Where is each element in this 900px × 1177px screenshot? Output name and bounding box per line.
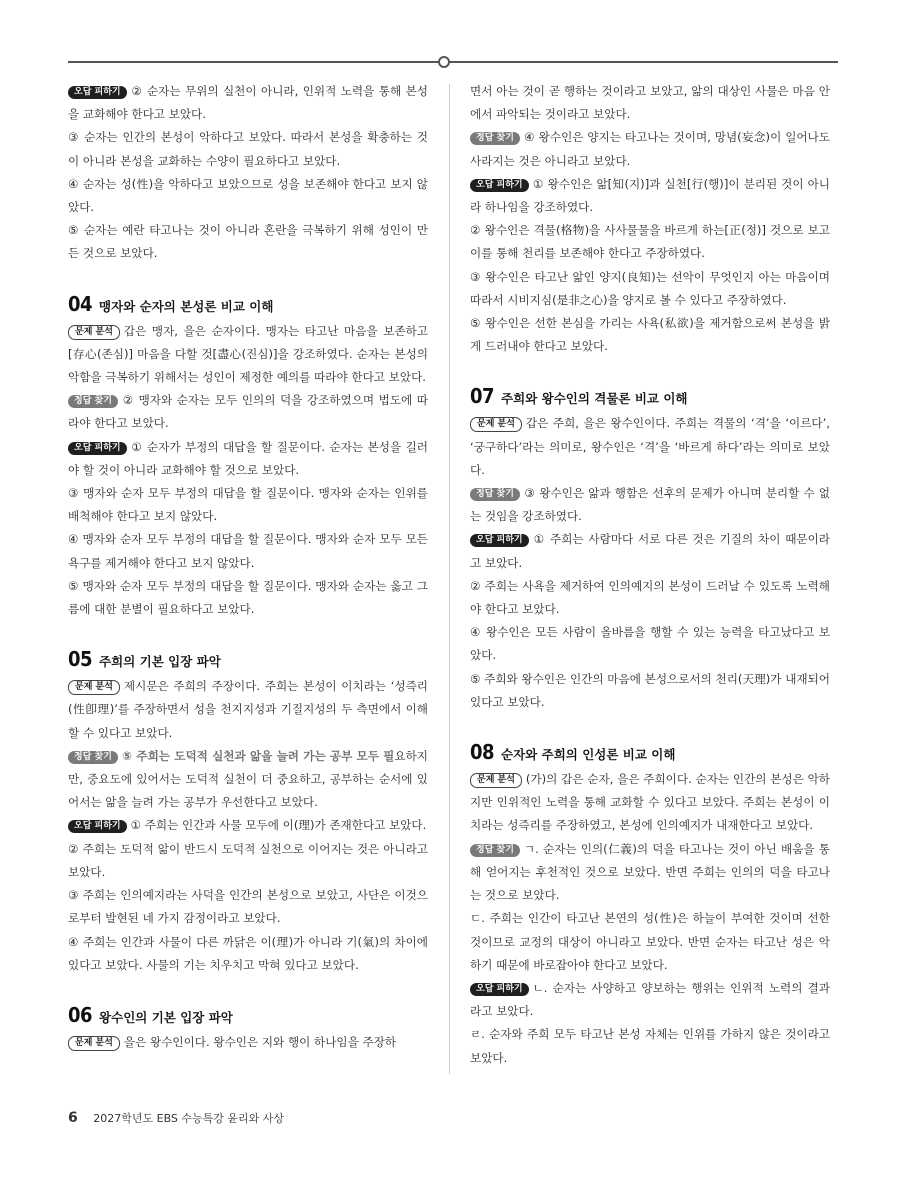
intro-wrong-3: ③ 순자는 인간의 본성이 악하다고 보았다. 따라서 본성을 확충하는 것이 아니라 본성을 교화하는 수양이 필요하다고 보았다. bbox=[68, 130, 428, 168]
s07-problem: 문제 분석 갑은 주희, 을은 왕수인이다. 주희는 격물의 ‘격’을 ‘이르다’, ‘궁구하다’라는 의미로, 왕수인은 ‘격’을 ‘바르게 하다’라는 의미로 보았다. bbox=[470, 416, 830, 477]
s04-problem: 문제 분석 갑은 맹자, 을은 순자이다. 맹자는 타고난 마음을 보존하고[存心(존심)] 마음을 다할 것[盡心(진심)]을 강조하였다. 순자는 본성의 악함을 극복하기 위해서는 성인이 제정한 예의를 따라야 한다고 보았다. bbox=[68, 323, 428, 385]
header-rule bbox=[68, 61, 838, 63]
wrong-tag: 오답 피하기 bbox=[68, 820, 127, 833]
s04-wrong-5: ⑤ 맹자와 순자 모두 부정의 대답을 할 질문이다. 맹자와 순자는 옳고 그름에 대한 분별이 필요하다고 보았다. bbox=[68, 578, 428, 617]
section-title: 왕수인의 기본 입장 파악 bbox=[99, 1009, 233, 1025]
s07-wrong-2: ② 주희는 사욕을 제거하여 인의예지의 본성이 드러날 수 있도록 노력해야 한다고 보았다. bbox=[470, 578, 830, 617]
section-number: 06 bbox=[68, 1002, 93, 1027]
s05-wrong-3: ③ 주희는 인의예지라는 사덕을 인간의 본성으로 보았고, 사단은 이것으로부터 발현된 네 가지 감정이라고 보았다. bbox=[68, 888, 428, 926]
section-06-heading bbox=[68, 1003, 428, 1027]
section-title: 맹자와 순자의 본성론 비교 이해 bbox=[99, 298, 274, 314]
intro-wrong-2: 오답 피하기 ② 순자는 무위의 실천이 아니라, 인위적 노력을 통해 본성을 교화해야 한다고 보았다. bbox=[68, 84, 428, 122]
problem-tag: 문제 분석 bbox=[470, 417, 522, 432]
answer-tag: 정답 찾기 bbox=[68, 395, 118, 408]
wrong-tag: 오답 피하기 bbox=[470, 534, 529, 547]
wrong-tag: 오답 피하기 bbox=[68, 86, 127, 99]
wrong-tag: 오답 피하기 bbox=[68, 442, 127, 455]
answer-tag: 정답 찾기 bbox=[470, 132, 520, 145]
right-column bbox=[470, 80, 830, 1070]
s04-wrong-1: 오답 피하기 ① 순자가 부정의 대답을 할 질문이다. 순자는 본성을 길러야 할 것이 아니라 교화해야 할 것으로 보았다. bbox=[68, 439, 428, 477]
s04-answer: 정답 찾기 ② 맹자와 순자는 모두 인의의 덕을 강조하였으며 법도에 따라야 한다고 보았다. bbox=[68, 393, 428, 431]
header-rule-dot bbox=[438, 56, 450, 68]
s06-wrong-2: ② 왕수인은 격물(格物)을 사사물물을 바르게 하는[正(정)] 것으로 보고 이를 통해 천리를 보존해야 한다고 주장하였다. bbox=[470, 223, 830, 261]
section-05-heading bbox=[68, 647, 428, 671]
page-footer bbox=[68, 1110, 284, 1126]
left-column bbox=[68, 80, 428, 1054]
wrong-tag: 오답 피하기 bbox=[470, 179, 529, 192]
answer-tag: 정답 찾기 bbox=[68, 751, 118, 764]
problem-tag: 문제 분석 bbox=[68, 325, 120, 340]
section-04-heading bbox=[68, 292, 428, 316]
wrong-tag: 오답 피하기 bbox=[470, 983, 529, 996]
answer-tag: 정답 찾기 bbox=[470, 488, 520, 501]
section-title: 순자와 주희의 인성론 비교 이해 bbox=[501, 747, 676, 763]
section-number: 07 bbox=[470, 384, 495, 409]
problem-tag: 문제 분석 bbox=[470, 773, 522, 788]
intro-wrong-4: ④ 순자는 성(性)을 악하다고 보았으므로 성을 보존해야 한다고 보지 않았다. bbox=[68, 176, 428, 215]
problem-tag: 문제 분석 bbox=[68, 1036, 120, 1051]
answer-tag: 정답 찾기 bbox=[470, 844, 520, 857]
s06-wrong-3: ③ 왕수인은 타고난 앎인 양지(良知)는 선악이 무엇인지 아는 마음이며 따라서 시비지심(是非之心)을 양지로 볼 수 있다고 주장하였다. bbox=[470, 269, 830, 307]
page-number: 6 bbox=[68, 1110, 78, 1126]
s06-wrong-1: 오답 피하기 ① 왕수인은 앎[知(지)]과 실천[行(행)]이 분리된 것이 아니라 하나임을 강조하였다. bbox=[470, 176, 830, 215]
s07-answer: 정답 찾기 ③ 왕수인은 앎과 행함은 선후의 문제가 아니며 분리할 수 없는 것임을 강조하였다. bbox=[470, 486, 830, 524]
problem-tag: 문제 분석 bbox=[68, 680, 120, 695]
s07-wrong-5: ⑤ 주희와 왕수인은 인간의 마음에 본성으로서의 천리(天理)가 내재되어 있다고 보았다. bbox=[470, 671, 830, 709]
s08-answer-2: ㄷ. 주희는 인간이 타고난 본연의 성(性)은 하늘이 부여한 것이며 선한 것이므로 교정의 대상이 아니라고 보았다. 반면 순자는 타고난 성은 악하기 때문에 바로잡아야 한다고 보았다. bbox=[470, 911, 830, 972]
s07-wrong-4: ④ 왕수인은 모든 사람이 올바름을 행할 수 있는 능력을 타고났다고 보았다. bbox=[470, 625, 830, 663]
s08-problem: 문제 분석 (가)의 갑은 순자, 을은 주희이다. 순자는 인간의 본성은 악하지만 인위적인 노력을 통해 교화할 수 있다고 보았다. 주희는 본성이 이치라는 성즉리를 주장하였고, 본성에 인의예지가 내재한다고 보았다. bbox=[470, 772, 830, 833]
s04-wrong-3: ③ 맹자와 순자 모두 부정의 대답을 할 질문이다. 맹자와 순자는 인위를 배척해야 한다고 보지 않았다. bbox=[68, 486, 428, 524]
section-number: 04 bbox=[68, 291, 93, 316]
book-title: 2027학년도 EBS 수능특강 윤리와 사상 bbox=[93, 1112, 285, 1125]
s06-answer: 정답 찾기 ④ 왕수인은 양지는 타고나는 것이며, 망념(妄念)이 일어나도 사라지는 것은 아니라고 보았다. bbox=[470, 130, 830, 168]
s06-wrong-5: ⑤ 왕수인은 선한 본심을 가리는 사욕(私欲)을 제거함으로써 본성을 밝게 드러내야 한다고 보았다. bbox=[470, 316, 830, 354]
s08-wrong-2: ㄹ. 순자와 주희 모두 타고난 본성 자체는 인위를 가하지 않은 것이라고 보았다. bbox=[470, 1027, 830, 1065]
section-08-heading bbox=[470, 740, 830, 764]
s05-wrong-1: 오답 피하기 ① 주희는 인간과 사물 모두에 이(理)가 존재한다고 보았다. bbox=[68, 814, 428, 837]
s05-problem: 문제 분석 제시문은 주희의 주장이다. 주희는 본성이 이치라는 ‘성즉리(性卽理)’를 주장하면서 성을 천지지성과 기질지성의 두 측면에서 이해할 수 있다고 보았다. bbox=[68, 679, 428, 740]
column-divider bbox=[449, 84, 450, 1074]
section-title: 주희와 왕수인의 격물론 비교 이해 bbox=[501, 391, 688, 407]
s08-wrong-1: 오답 피하기 ㄴ. 순자는 사양하고 양보하는 행위는 인위적 노력의 결과라고 보았다. bbox=[470, 980, 830, 1019]
s05-answer: 정답 찾기 ⑤ 주희는 도덕적 실천과 앎을 늘려 가는 공부 모두 필요하지만, 중요도에 있어서는 도덕적 실천이 더 중요하고, 공부하는 순서에 있어서는 앎을 늘려 가는 공부가 우선한다고 보았다. bbox=[68, 748, 428, 810]
section-number: 08 bbox=[470, 740, 495, 765]
intro-wrong-5: ⑤ 순자는 예란 타고나는 것이 아니라 혼란을 극복하기 위해 성인이 만든 것으로 보았다. bbox=[68, 223, 428, 261]
s05-wrong-4: ④ 주희는 인간과 사물이 다른 까닭은 이(理)가 아니라 기(氣)의 차이에 있다고 보았다. 사물의 기는 치우치고 막혀 있다고 보았다. bbox=[68, 934, 428, 972]
s07-wrong-1: 오답 피하기 ① 주희는 사람마다 서로 다른 것은 기질의 차이 때문이라고 보았다. bbox=[470, 532, 830, 570]
answer-highlight: ⑤ 주희는 도덕적 실천과 앎을 늘려 가는 공부 모두 필 bbox=[121, 748, 395, 763]
s04-wrong-4: ④ 맹자와 순자 모두 부정의 대답을 할 질문이다. 맹자와 순자 모두 모든 욕구를 제거해야 한다고 보지 않았다. bbox=[68, 532, 428, 570]
s06-problem: 문제 분석 을은 왕수인이다. 왕수인은 지와 행이 하나임을 주장하 bbox=[68, 1031, 428, 1054]
section-07-heading bbox=[470, 384, 830, 408]
section-number: 05 bbox=[68, 647, 93, 672]
section-title: 주희의 기본 입장 파악 bbox=[99, 654, 221, 670]
s06-problem-cont: 면서 아는 것이 곧 행하는 것이라고 보았고, 앎의 대상인 사물은 마음 안에서 파악되는 것이라고 보았다. bbox=[470, 84, 830, 122]
s08-answer-1: 정답 찾기 ㄱ. 순자는 인의(仁義)의 덕을 타고나는 것이 아닌 배움을 통해 얻어지는 후천적인 것으로 보았다. 반면 주희는 인의의 덕을 타고나는 것으로 보았다. bbox=[470, 841, 830, 903]
s05-wrong-2: ② 주희는 도덕적 앎이 반드시 도덕적 실천으로 이어지는 것은 아니라고 보았다. bbox=[68, 841, 428, 879]
